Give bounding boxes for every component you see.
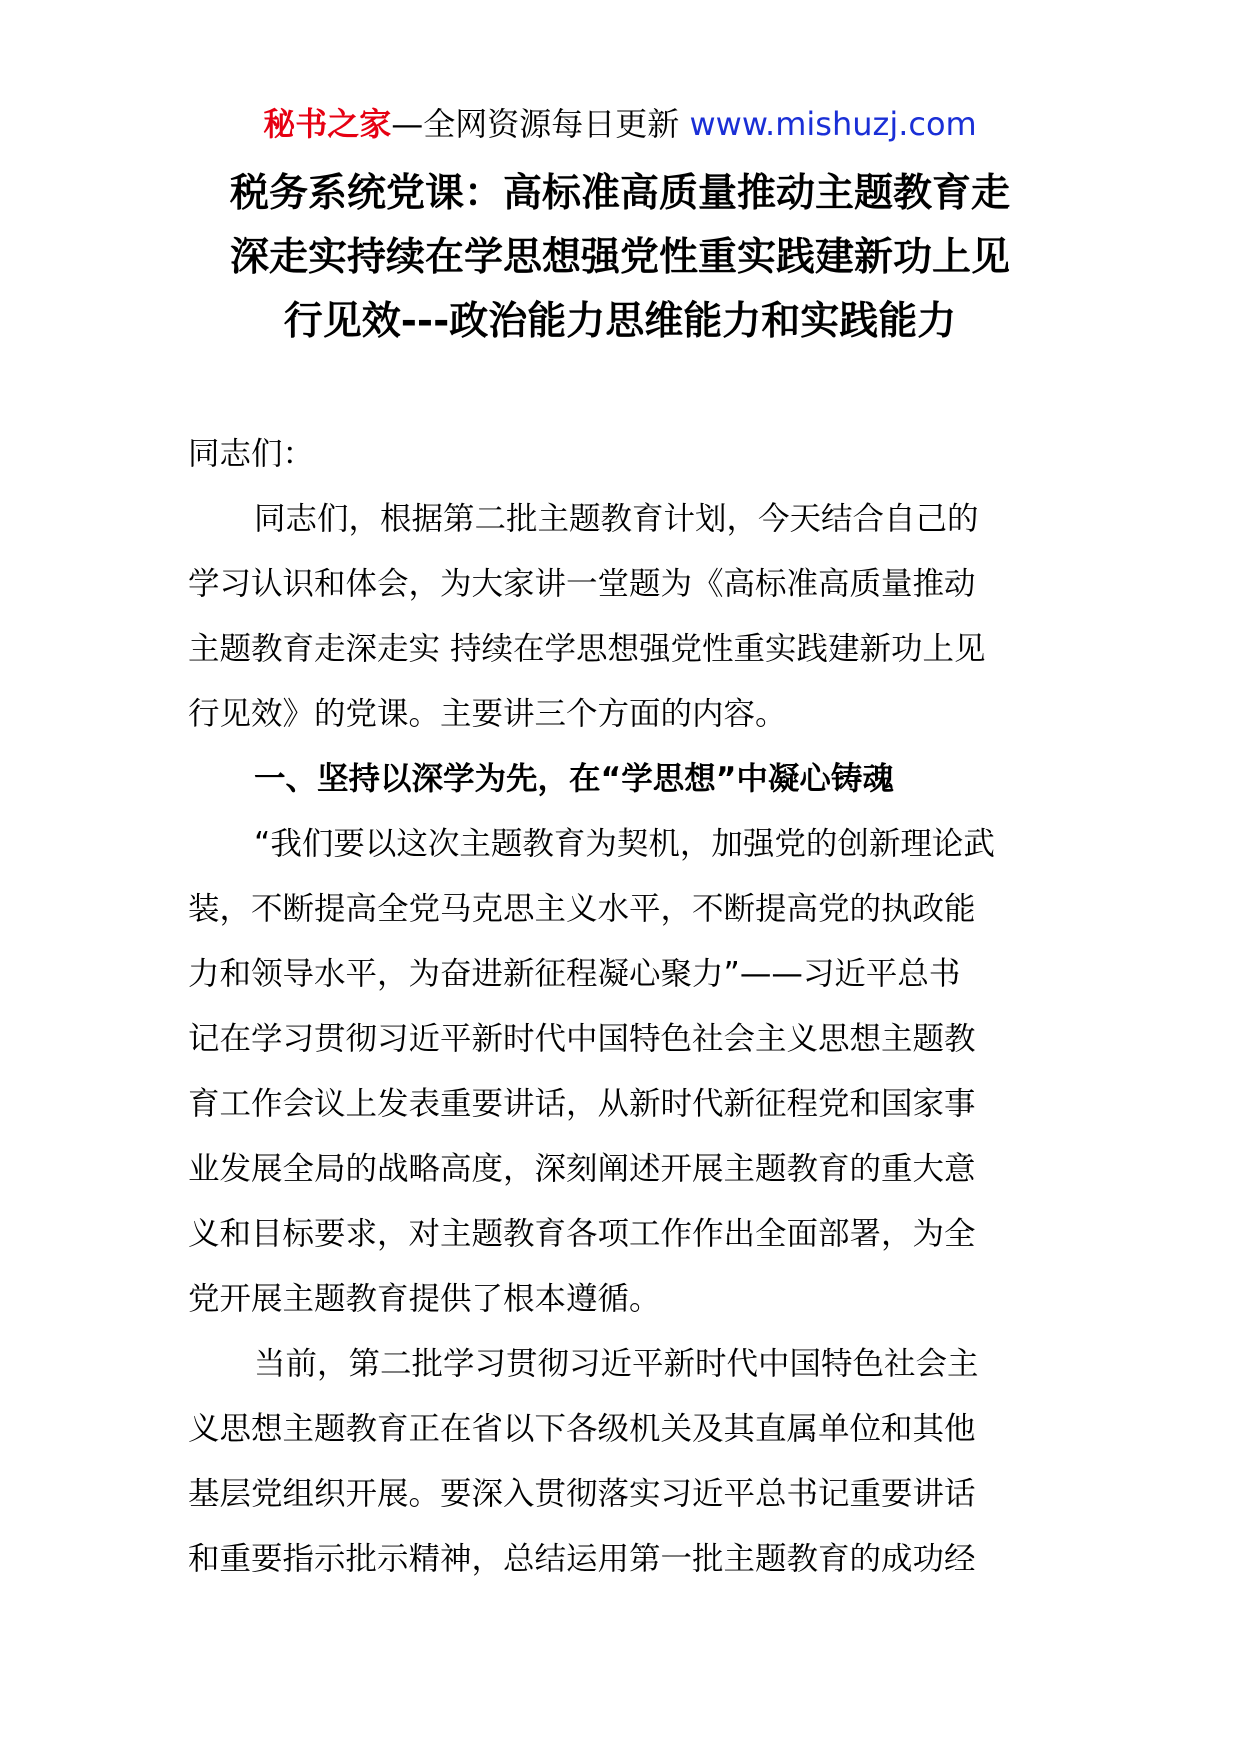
paragraph-line: 业发展全局的战略高度，深刻阐述开展主题教育的重大意 [188,1151,976,1187]
paragraph-line: 育工作会议上发表重要讲话，从新时代新征程党和国家事 [188,1086,976,1122]
paragraph-line: 基层党组织开展。要深入贯彻落实习近平总书记重要讲话 [188,1476,976,1512]
paragraph-line: 力和领导水平，为奋进新征程凝心聚力”——习近平总书 [188,956,961,992]
title-line: 行见效---政治能力思维能力和实践能力 [283,299,957,344]
document-body [188,422,1068,1592]
salutation: 同志们： [188,436,315,472]
paragraph-line: 同志们，根据第二批主题教育计划，今天结合自己的 [254,501,979,537]
paragraph-line: 主题教育走深走实 持续在学思想强党性重实践建新功上见 [188,631,986,667]
title-line: 深走实持续在学思想强党性重实践建新功上见 [229,235,1010,280]
paragraph-line: 义和目标要求，对主题教育各项工作作出全面部署，为全 [188,1216,976,1252]
site-brand: 秘书之家 [263,105,392,143]
paragraph-line: 装，不断提高全党马克思主义水平，不断提高党的执政能 [188,891,976,927]
paragraph-line: 学习认识和体会，为大家讲一堂题为《高标准高质量推动 [188,566,976,602]
paragraph-line: 当前，第二批学习贯彻习近平新时代中国特色社会主 [254,1346,979,1382]
site-header [0,100,1240,148]
paragraph-line: 行见效》的党课。主要讲三个方面的内容。 [188,696,787,732]
paragraph-line: 记在学习贯彻习近平新时代中国特色社会主义思想主题教 [188,1021,976,1057]
title-line: 税务系统党课：高标准高质量推动主题教育走 [229,171,1010,216]
site-tagline: —全网资源每日更新 [391,105,680,143]
paragraph-line: 和重要指示批示精神，总结运用第一批主题教育的成功经 [188,1541,976,1577]
site-url-link[interactable]: www.mishuzj.com [689,105,977,143]
paragraph-line: “我们要以这次主题教育为契机，加强党的创新理论武 [254,826,995,862]
paragraph-line: 党开展主题教育提供了根本遵循。 [188,1281,661,1317]
paragraph-line: 义思想主题教育正在省以下各级机关及其直属单位和其他 [188,1411,976,1447]
section-heading: 一、坚持以深学为先，在“学思想”中凝心铸魂 [254,761,894,797]
document-title [150,162,1090,354]
